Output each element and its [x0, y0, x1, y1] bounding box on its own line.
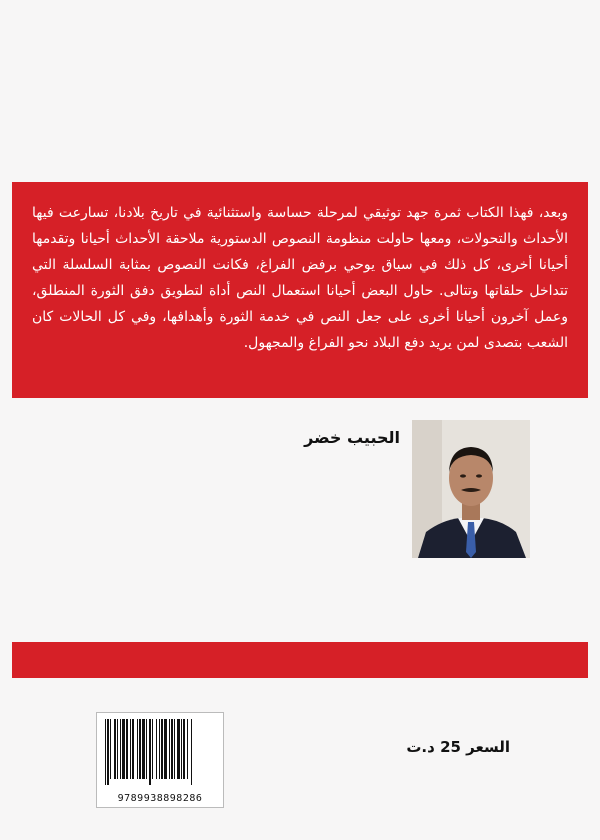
price-label: السعر 25 د.ت: [406, 738, 510, 756]
author-photo: [412, 420, 530, 558]
blurb-text: وبعد، فهذا الكتاب ثمرة جهد توثيقي لمرحلة حساسة واستثنائية في تاريخ بلادنا، تسارعت فيها الأحداث والتحولات، ومعها حاولت منظومة النصوص الدستورية ملاحقة الأحداث أحيانا وتقدمها أحيانا أخرى، كل ذلك في سياق يوحي برفض الفراغ، فكانت النصوص بمثابة السلسلة التي تتداخل حلقاتها وتتالى. حاول البعض أحيانا استعمال النص أداة لتطويق دفق الثورة المنطلق، وعمل آخرون أحيانا أخرى على جعل النص في خدمة الثورة وأهدافها، وفي كل الحالات كان الشعب بتصدى لمن يريد دفع البلاد نحو الفراغ والمجهول.: [32, 205, 568, 351]
isbn-barcode: [96, 712, 224, 808]
barcode-bars: [103, 719, 217, 785]
author-name: الحبيب خضر: [304, 428, 400, 447]
isbn-number: 9789938898286: [117, 793, 203, 804]
red-stripe: [12, 642, 588, 678]
blurb-panel: [12, 182, 588, 398]
